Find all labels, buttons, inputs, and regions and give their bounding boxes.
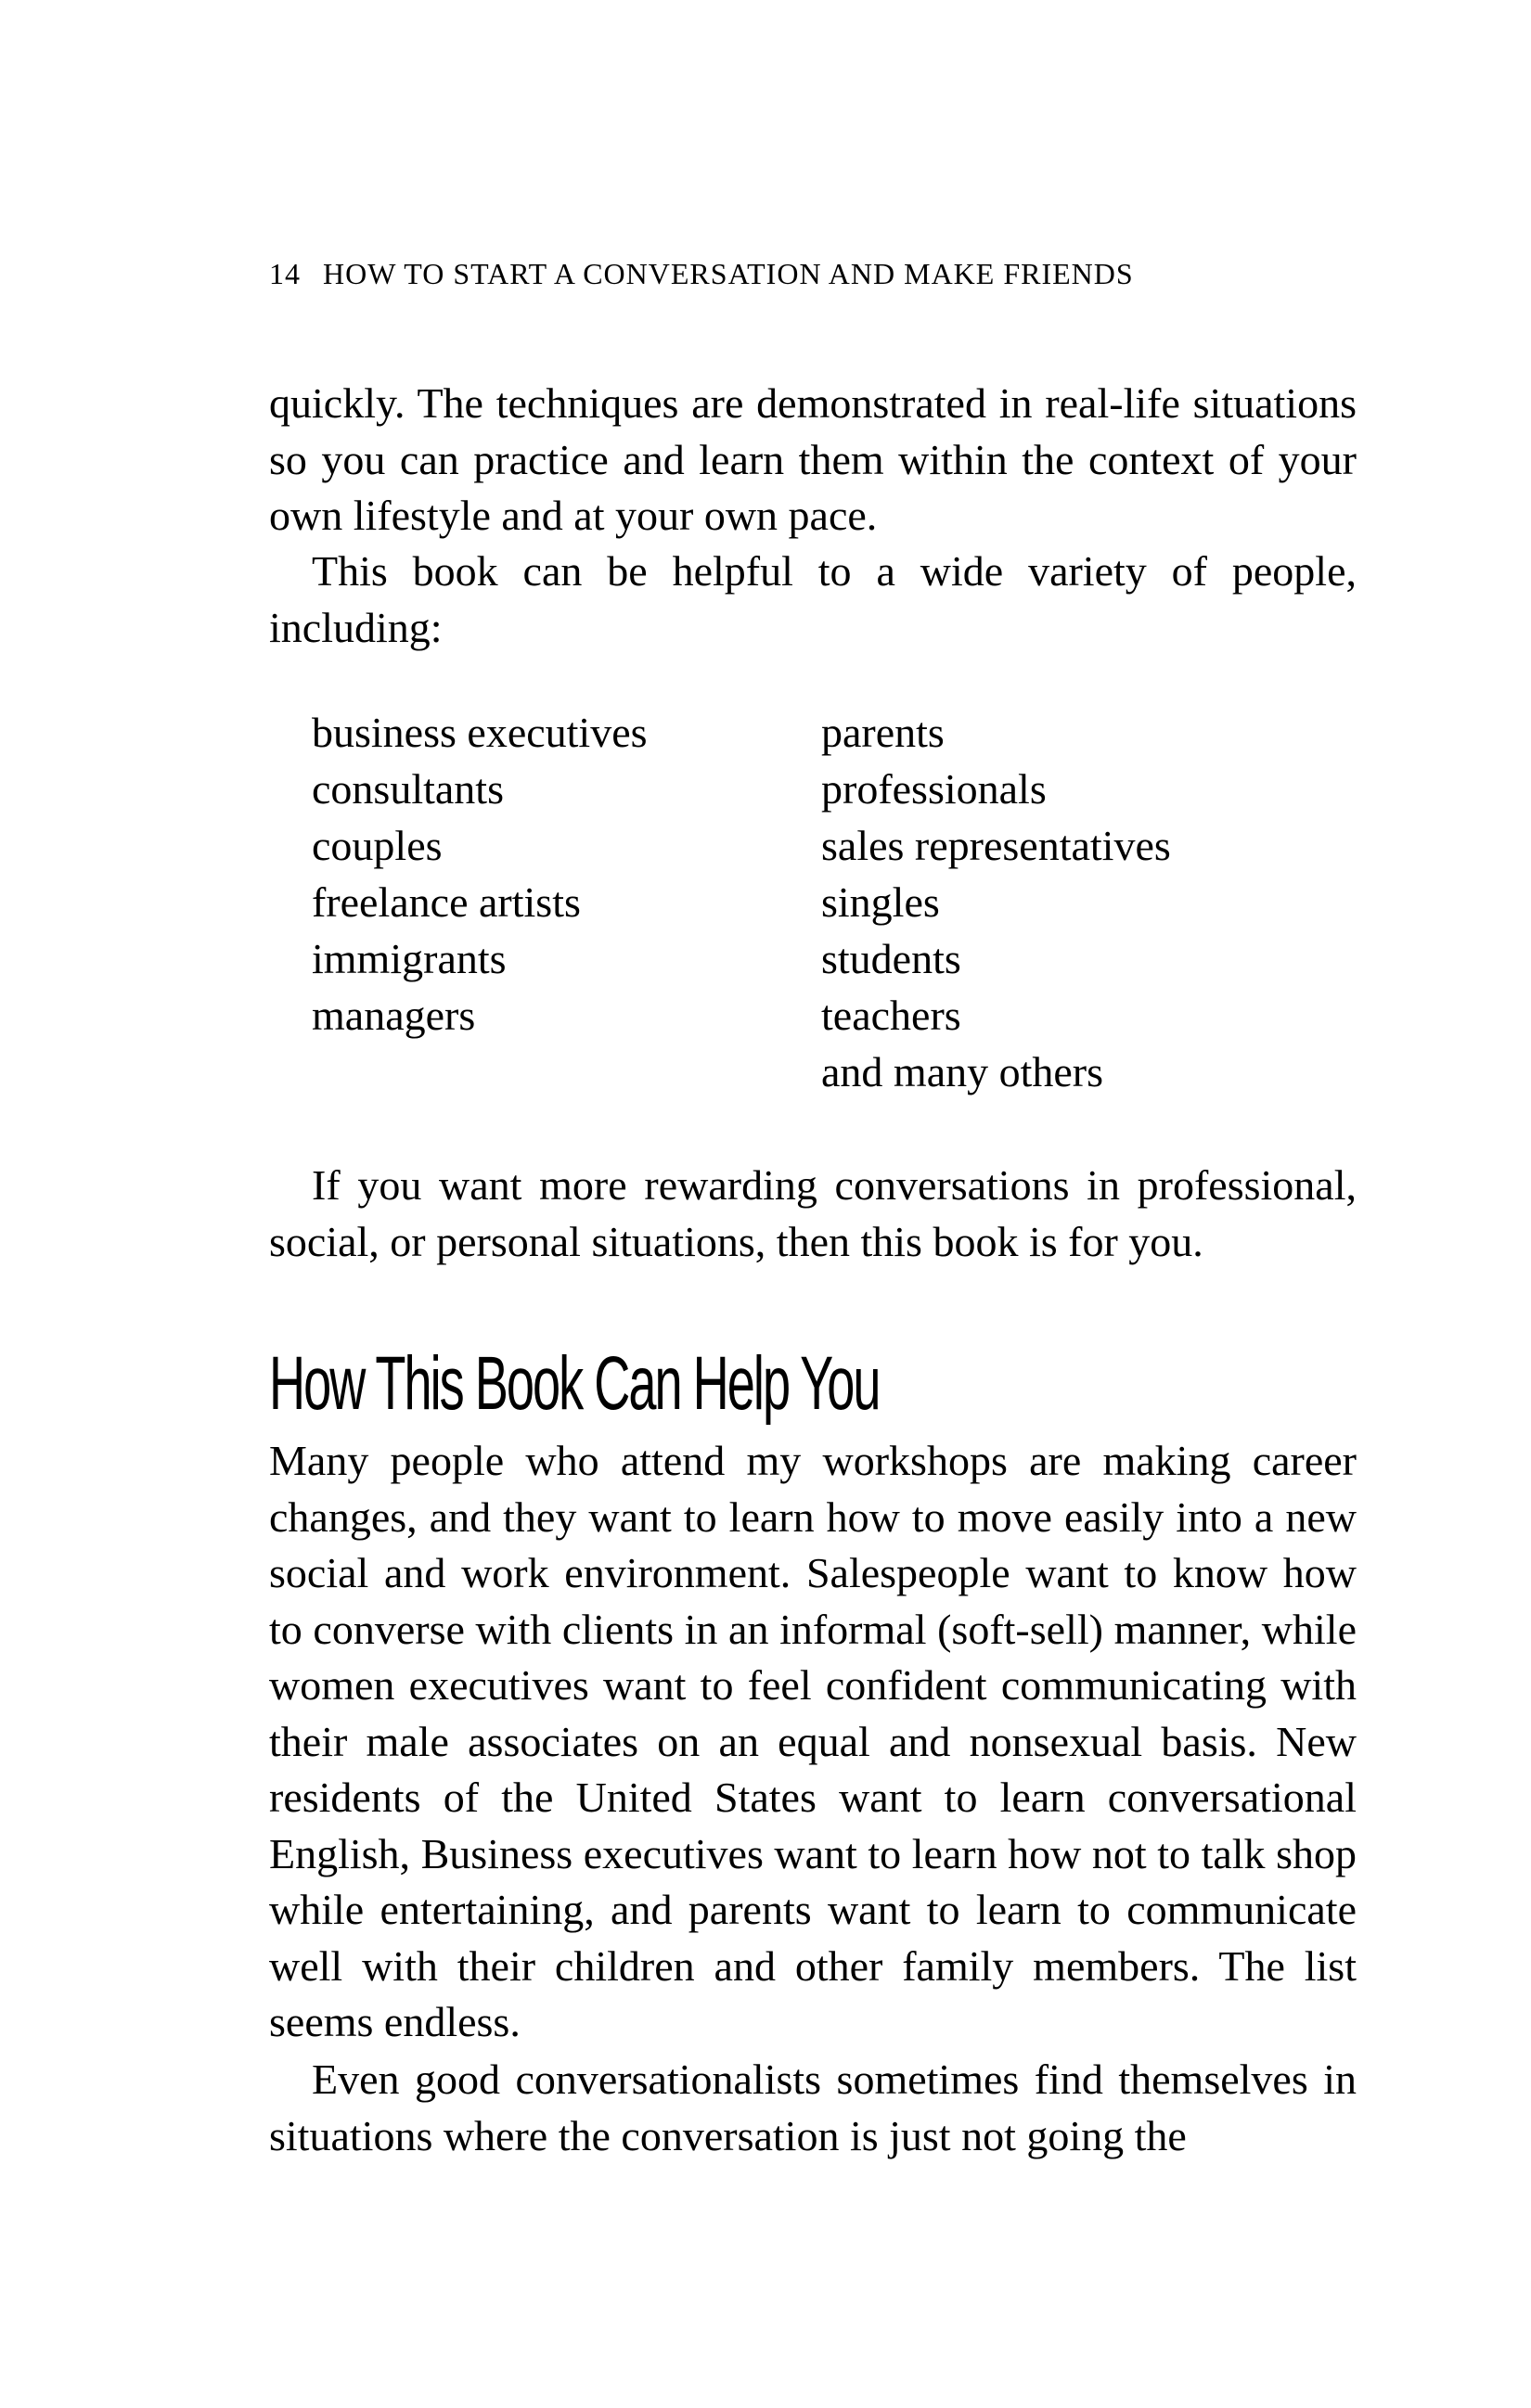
running-head [269, 250, 1134, 297]
list-item: business executives [312, 709, 648, 756]
list-item: professionals [821, 765, 1047, 813]
list-item: and many others [821, 1048, 1104, 1095]
list-item: singles [821, 878, 940, 926]
audience-list-left [312, 704, 648, 1044]
page-number: 14 [269, 257, 301, 290]
paragraph-workshops: Many people who attend my workshops are making career changes, and they want to learn how to move easily into a new social and work environment. Salespeople want to know how to converse with clients in an informal (soft-sell) manner, while women executives want to feel confident communicating with their male associates on an equal and nonsexual basis. New residents of the United States want to learn conversational English, Business executives want to learn how not to talk shop while entertaining, and parents want to learn to communicate well with their children and other family members. The list seems endless. [269, 1437, 1357, 2045]
paragraph-intro-continued: quickly. The techniques are demonstrated in real-life situations so you can practice and learn them within the context of your own lifestyle and at your own pace. [269, 379, 1357, 539]
list-item: couples [312, 822, 443, 869]
section-heading: How This Book Can Help You [269, 1341, 880, 1426]
list-item: parents [821, 709, 945, 756]
list-item: students [821, 935, 961, 982]
list-item: sales representatives [821, 822, 1171, 869]
list-item: immigrants [312, 935, 507, 982]
list-item: teachers [821, 992, 961, 1039]
paragraph-closing-audience: If you want more rewarding conversations in professional, social, or personal situations, then this book is for you. [269, 1161, 1357, 1265]
list-item: freelance artists [312, 878, 581, 926]
list-item: consultants [312, 765, 504, 813]
paragraph-good-conversationalists: Even good conversationalists sometimes find themselves in situations where the conversation is just not going the [269, 2056, 1357, 2159]
list-item: managers [312, 992, 476, 1039]
paragraph-audience-intro: This book can be helpful to a wide variety of people, including: [269, 547, 1357, 651]
running-head-title: HOW TO START A CONVERSATION AND MAKE FRIENDS [323, 257, 1134, 290]
audience-list-right [821, 704, 1171, 1100]
